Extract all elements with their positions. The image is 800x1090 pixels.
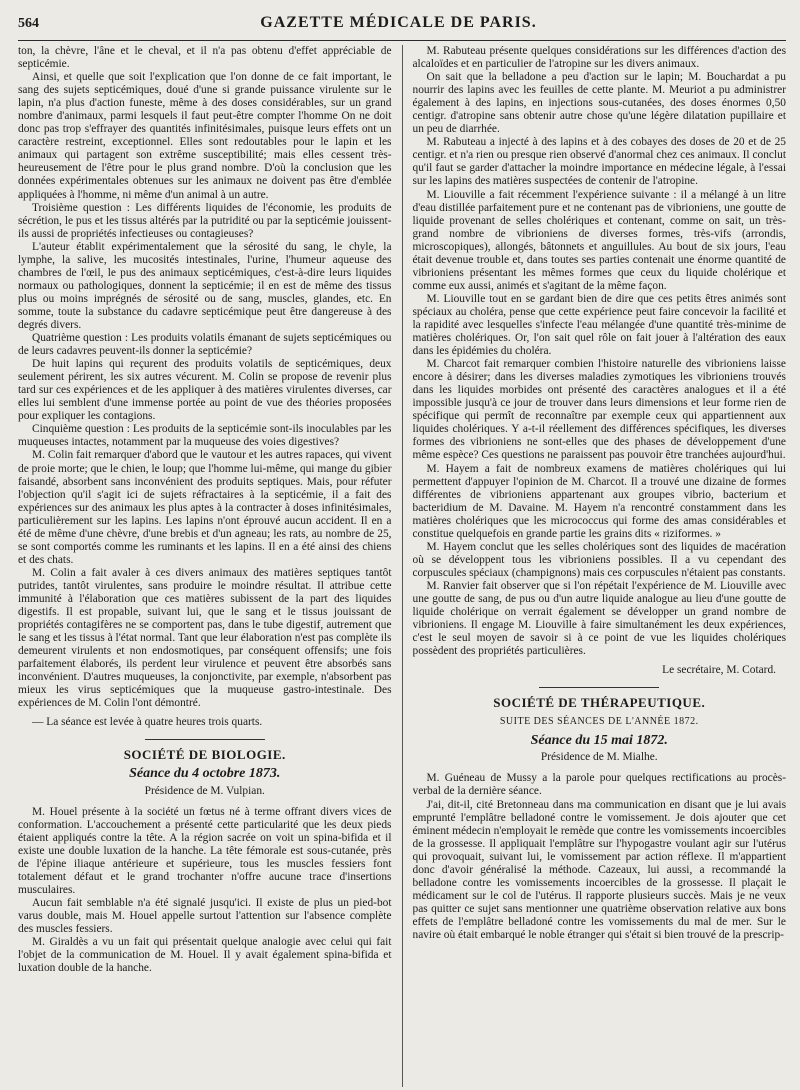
- paragraph: Troisième question : Les différents liquides de l'économie, les produits de sécrétion, le pus et les tissus altérés par la putridité ou par la septicémie jouissent-ils aussi de propriétés infectieuses ou contagieuses?: [18, 201, 392, 240]
- paragraph: M. Guéneau de Mussy a la parole pour quelques rectifications au procès-verbal de la dernière séance.: [412, 772, 786, 798]
- signature: Le secrétaire, M. Cotard.: [662, 664, 776, 677]
- paragraph: M. Hayem a fait de nombreux examens de matières cholériques qui lui permettent d'appuyer l'opinion de M. Charcot. Il a trouvé une dizaine de formes différentes de vibrioniens appartenant aux groupes vibrio, bacterium et bacteridium de M. Davaine. M. Hayem n'a rencontré constamment dans les matières cholériques que les micrococcus qui forme des amas considérables et constitue quelquefois en grande partie les grains dits « riziformes. »: [412, 462, 786, 540]
- paragraph: M. Charcot fait remarquer combien l'histoire naturelle des vibrioniens laisse encore à désirer; dans les diverses maladies zymotiques les vibrioniens trouvés dans les liquides morbides ont présenté des caractères analogues et il a été impossible jusqu'à ce jour de trouver dans leurs dimensions et leur forme rien de spécifique qui permît de reconnaître par exemple ceux qui appartiennent aux liquides cholériques. Y a-t-il réellement des différences spécifiques, les diverses formes des vibrioniens ne sont-elles que des phases de développement d'une même espèce? Ces questions ne paraissent pas pouvoir être tranchées aujourd'hui.: [412, 358, 786, 462]
- right-column: [413, 45, 787, 1087]
- journal-title: GAZETTE MÉDICALE DE PARIS.: [260, 14, 537, 31]
- paragraph: M. Giraldès a vu un fait qui présentait quelque analogie avec celui qui fait l'objet de la communication de M. Houel. Il y avait également spina-bifida et luxation double de la hanche.: [18, 936, 392, 975]
- column-rule: [402, 45, 403, 1087]
- society-title: SOCIÉTÉ DE BIOLOGIE.: [123, 747, 286, 763]
- paragraph: On sait que la belladone a peu d'action sur le lapin; M. Bouchardat a pu nourrir des lapins avec les feuilles de cette plante. M. Meuriot a pu administrer également à des lapins, en injections sous-cutanées, des doses énormes 0,50 centigr. d'atropine sans obtenir autre chose qu'une légère dilatation pupillaire et un peu de diarrhée.: [412, 71, 786, 136]
- paragraph: M. Rabuteau présente quelques considérations sur les différences d'action des alcaloïdes et en particulier de l'atropine sur les divers animaux.: [412, 45, 786, 71]
- session-title: Séance du 15 mai 1872.: [530, 733, 668, 749]
- paragraph: M. Colin fait remarquer d'abord que le vautour et les autres rapaces, qui vivent de proie morte; que le chien, le loup; que l'homme lui-même, qui mange du gibier faisandé, absorbent sans inconvénient des produits septiques. Mais, pour réfuter l'objection qu'il s'agit ici de sujets réfractaires à la septicémie, il a fait des expériences sur des animaux les plus aptes à la contracter à doses infinitésimales, particulièrement sur les lapins. Les lapins n'ont éprouvé aucun accident. Il en a été de même d'une chèvre, d'une brebis et d'un agneau; les rats, au nombre de 25, se sont comportés comme les ruminants et les lapins. Il en a été ainsi des chiens et des chats.: [18, 449, 392, 566]
- society-title: SOCIÉTÉ DE THÉRAPEUTIQUE.: [493, 695, 706, 711]
- paragraph: J'ai, dit-il, cité Bretonneau dans ma communication en disant que je lui avais emprunté l'emplâtre belladoné contre le vomissement. Je dois ajouter que cet éminent médecin n'employait le remède que contre les vomissements incoercibles de la grossesse. Il appliquait l'emplâtre sur l'hypogastre voulant agir sur l'utérus qui provoquait, suivant lui, le vomissement par action réflexe. Il m'appartient donc d'avoir généralisé la méthode. Cazeaux, lui aussi, a recommandé la belladone contre les vomissements incoercibles de la grossesse. Il plaçait le médicament sur le col de l'utérus. Il rapporte plusieurs succès. Mais je ne veux pas quitter ce sujet sans mentionner une quatrième observation relative aux bons effets de l'emplâtre belladoné contre les vomissements du mal de mer. Sur le navire où était embarqué le noble étranger qui s'était si bien trouvé de la prescrip-: [412, 798, 786, 941]
- section-divider: [539, 687, 659, 688]
- paragraph: M. Liouville tout en se gardant bien de dire que ces petits êtres animés sont spéciaux au choléra, pense que cette expérience peut faire concevoir la facilité et la rapidité avec lesquelles s'infecte l'eau mélangée d'une quantité très-minime de matières cholériques. Or, l'on sait quel rôle on fait jouer à l'altération des eaux dans les épidémies du choléra.: [412, 292, 786, 358]
- presidence-line: Présidence de M. Mialhe.: [540, 751, 658, 764]
- paragraph: Quatrième question : Les produits volatils émanant de sujets septicémiques ou de leurs cadavres peuvent-ils donner la septicémie?: [18, 332, 392, 358]
- session-title: Séance du 4 octobre 1873.: [129, 766, 281, 782]
- paragraph: Ainsi, et quelle que soit l'explication que l'on donne de ce fait important, le sang des sujets septicémiques, doué d'une si grande puissance virulente sur le lapin, n'a plus d'action funeste, même à des doses considérables, sur un grand nombre d'animaux, parmi lesquels il faut peut-être compter l'homme On ne doit donc pas trop s'effrayer des quantités infinitésimales, puisque leurs effets ont un caractère restreint, exceptionnel. Elles sont redoutables pour le lapin et les animaux qui partagent son extrême susceptibilité; mais elles cessent très-heureusement de l'être pour le plus grand nombre. D'où la conclusion que les données expérimentales obtenues sur les animaux ne doivent pas être d'emblée appliquées à l'homme, ni même d'un animal à un autre.: [18, 71, 392, 201]
- paragraph: L'auteur établit expérimentalement que la sérosité du sang, le chyle, la lymphe, la salive, les mucosités intestinales, l'urine, l'humeur aqueuse des chambres de l'œil, le pus des animaux septicémiques, c'est-à-dire leurs liquides normaux ou pathologiques, donnent la septicémie; il en est de même des tissus plus ou moins imprégnés de sérosité ou de sang, muscles, glandes, etc. En somme, toute la substance du cadavre septicémique peut être dangereuse à des degrés divers.: [18, 240, 392, 331]
- paragraph: Aucun fait semblable n'a été signalé jusqu'ici. Il existe de plus un pied-bot varus double, mais M. Houel appelle surtout l'attention sur l'absence complète des muscles fessiers.: [18, 896, 392, 935]
- paragraph: M. Liouville a fait récemment l'expérience suivante : il a mélangé à un litre d'eau distillée parfaitement pure et ne contenant pas de vibrioniens, une goutte de liquide provenant de selles cholériques et contenant, comme on sait, un très-grand nombre de vibrioniens de diverses formes, très-vifs (arrondis, microscopiques), allongés, bâtonnets et anguillules. Au bout de six jours, l'eau était devenue trouble et, dans toutes ses parties contenait une énorme quantité de vibrioniens présentant les mêmes formes que ceux du liquide cholérique et comme eux aussi, animés et s'agitant de la même façon.: [412, 188, 786, 292]
- paragraph: M. Houel présente à la société un fœtus né à terme offrant divers vices de conformation. L'accouchement a présenté cette particularité que les deux pieds étaient appliqués contre la tête. A la région sacrée on voit un spina-bifida et il existe une double luxation de la hanche. La tête fémorale est sous-cutanée, près de l'épine iliaque antérieure et supérieure, tous les muscles fessiers font totalement défaut et le grand trochanter n'offre aucune trace d'insertions musculaires.: [18, 805, 392, 896]
- presidence-line: Présidence de M. Vulpian.: [144, 784, 265, 797]
- page-number: 564: [18, 16, 39, 31]
- columns: [18, 45, 786, 1087]
- paragraph: M. Hayem conclut que les selles cholériques sont des liquides de macération où se développent tous les vibrioniens possibles. Il a vu cependant des corpuscules spéciaux (champignons) mais ces corpuscules n'étaient pas constants.: [412, 540, 786, 579]
- section-divider: [145, 739, 265, 740]
- paragraph: M. Ranvier fait observer que si l'on répétait l'expérience de M. Liouville avec une goutte de sang, de pus ou d'un autre liquide analogue au lieu d'une goutte de liquide cholérique on verrait également se développer un grand nombre de vibrioniens. Il engage M. Liouville à faire simultanément les deux expériences, c'est le seul moyen de savoir si à ce point de vue les liquides cholériques possèdent des propriétés particulières.: [412, 579, 786, 658]
- closing-line: — La séance est levée à quatre heures trois quarts.: [32, 716, 263, 729]
- left-column: [18, 45, 392, 1087]
- paragraph: De huit lapins qui reçurent des produits volatils de septicémiques, deux seulement périrent, les six autres vécurent. M. Colin se propose de revenir plus tard sur ces expériences et de les appliquer à des matières virulentes diverses, car elles lui semblent d'une immense portée au point de vue des théories proposées pour expliquer les contagions.: [18, 358, 392, 423]
- paragraph: ton, la chèvre, l'âne et le cheval, et il n'a pas obtenu d'effet appréciable de septicémie.: [18, 45, 392, 71]
- paragraph: M. Colin a fait avaler à ces divers animaux des matières septiques tantôt putrides, tantôt virulentes, sans produire le moindre résultat. Il attribue cette immunité à l'élaboration que ces matières subissent de la part des liquides digestifs. Il est propable, suivant lui, que le sang et le tissus jouissant de propriétés contagifères ne se comportent pas, dans le tube digestif, autrement que le sang et les tissus à l'état normal. Tant que leur élaboration n'est pas complète ils demeurent virulents et non endosmotiques, par conséquent offensifs; une fois parfaitement élaborés, ils perdent leur virulence et peuvent être absorbés sans inconvénient. D'autres muqueuses, la conjonctivite, par exemple, n'absorbent pas mieux les virus septicémiques que la muqueuse gastro-intestinale. Des expériences de M. Colin l'ont démontré.: [18, 566, 392, 710]
- paragraph: M. Rabuteau a injecté à des lapins et à des cobayes des doses de 20 et de 25 centigr. et n'a rien ou presque rien observé d'anormal chez ces animaux. Il conclut qu'il faut se garder d'attacher la moindre importance en médecine légale, à l'essai sur les lapins des matières suspectées de contenir de l'atropine.: [412, 136, 786, 188]
- session-series-subtitle: SUITE DES SÉANCES DE L'ANNÉE 1872.: [499, 716, 699, 728]
- running-head: [18, 14, 786, 41]
- paragraph: Cinquième question : Les produits de la septicémie sont-ils inoculables par les muqueuses intactes, notamment par la muqueuse des voies digestives?: [18, 423, 392, 449]
